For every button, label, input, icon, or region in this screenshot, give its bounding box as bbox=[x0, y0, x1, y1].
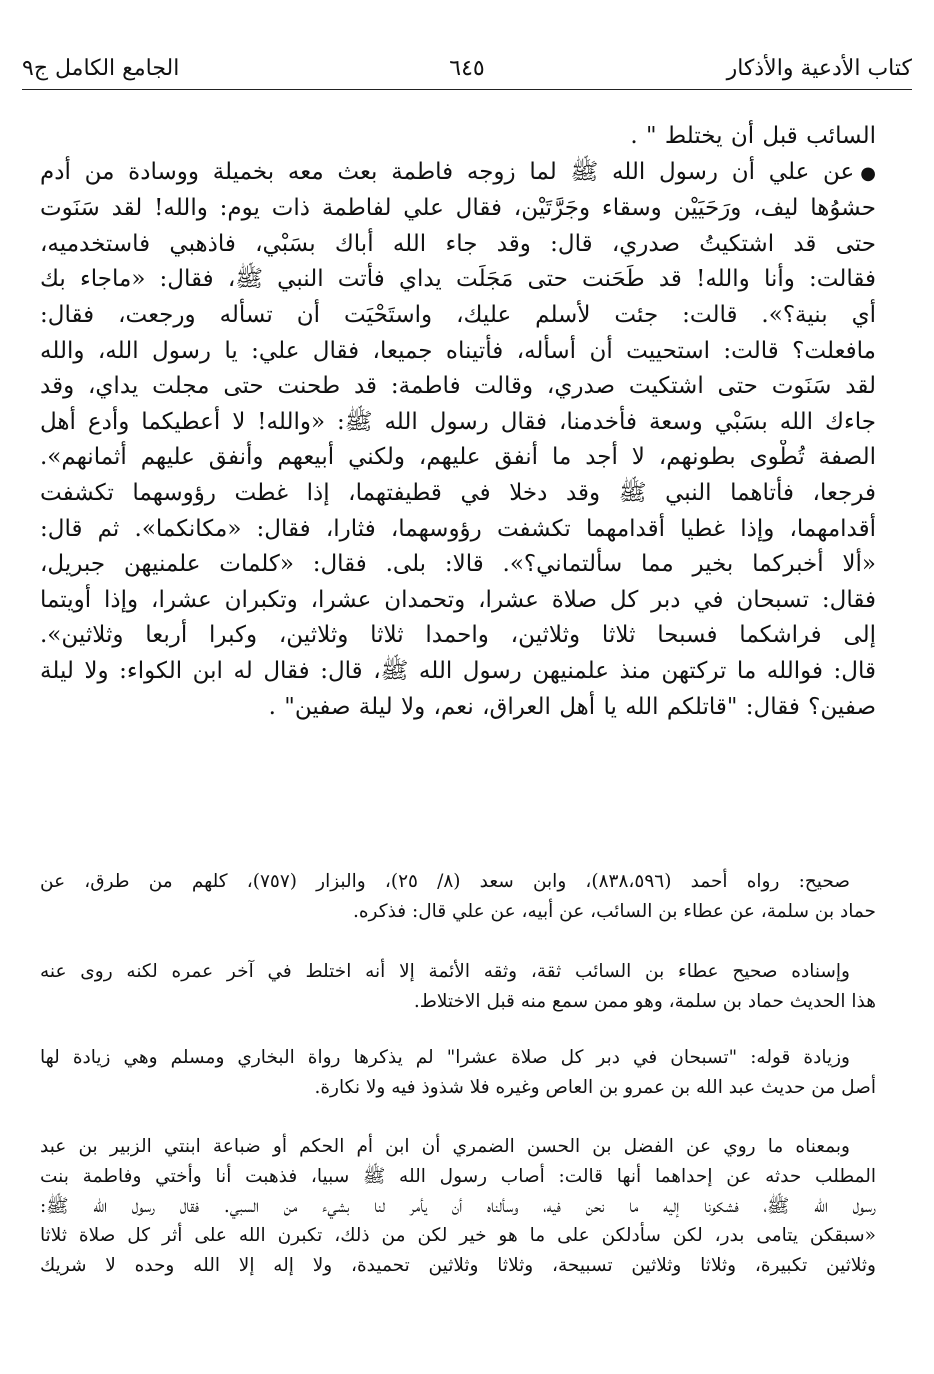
text-line: جاءك الله بسَبْي وسعة فأخدمنا، فقال رسول الله ﷺ: «والله! لا أعطيكما وأدع أهل bbox=[40, 408, 876, 435]
note-line: حماد بن سلمة، عن عطاء بن السائب، عن أبيه، عن علي قال: فذكره. bbox=[352, 900, 876, 922]
text-line: مافعلت؟ قالت: استحييت أن أسأله، فأتيناه جميعا، فقال علي: يا رسول الله، والله bbox=[40, 337, 876, 364]
note-line: «سبقكن يتامى بدر، لكن سأدلكن على ما هو خير لكن من ذلك، تكبرن الله على أثر كل صلاة ثلاثا bbox=[40, 1225, 876, 1247]
bullet-icon: ● bbox=[860, 162, 876, 184]
volume-label: الجامع الكامل ج٩ bbox=[22, 56, 180, 81]
page-number: ٦٤٥ bbox=[449, 56, 485, 81]
note-line: وزيادة قوله: "تسبحان في دبر كل صلاة عشرا" لم يذكرها رواة البخاري ومسلم وهي زيادة لها bbox=[40, 1047, 850, 1068]
note-line: وثلاثين تكبيرة، وثلاثا وثلاثين تسبيحة، وثلاثا وثلاثين تحميدة، ولا إله إلا الله وحده لا شريك bbox=[40, 1255, 876, 1277]
text-line: إلى فراشكما فسبحا ثلاثا وثلاثين، واحمدا ثلاثا وثلاثين، وكبرا أربعا وثلاثين». bbox=[40, 622, 876, 649]
note-paragraph bbox=[40, 1043, 876, 1103]
text-line: عن علي أن رسول الله ﷺ لما زوجه فاطمة بعث معه بخميلة ووسادة من أدم bbox=[40, 158, 855, 185]
footnote-ziyada bbox=[40, 1043, 876, 1103]
text-line: السائب قبل أن يختلط " . bbox=[630, 123, 876, 149]
text-line: فقال: تسبحان في دبر كل صلاة عشرا، وتحمدان عشرا، وتكبران عشرا، وإذا أويتما bbox=[40, 586, 876, 613]
note-line: وإسناده صحيح عطاء بن السائب ثقة، وثقه الأئمة إلا أنه اختلط في آخر عمره لكنه روى عنه bbox=[40, 961, 850, 982]
note-paragraph bbox=[40, 957, 876, 1017]
main-text bbox=[40, 119, 876, 725]
note-paragraph bbox=[40, 1132, 876, 1281]
page-header bbox=[22, 52, 912, 88]
header-rule bbox=[22, 89, 912, 90]
text-line: حشوُها ليف، ورَحَيَيْن وسقاء وجَرَّتَيْن، فقال علي لفاطمة ذات يوم: والله! لقد سَنَوت bbox=[40, 195, 876, 222]
text-line: فقالت: وأنا والله! قد طَحَنت حتى مَجَلَت يداي فأتت النبي ﷺ، فقال: «ماجاء بك bbox=[40, 266, 876, 293]
footnote-takhrij bbox=[40, 867, 876, 927]
text-line: الصفة تُطْوى بطونهم، لا أجد ما أنفق عليهم، ولكني أبيعهم وأنفق عليهم أثمانهم». bbox=[40, 444, 876, 471]
text-line: أقدامهما، وإذا غطيا أقدامهما تكشفت رؤوسهما، فثارا، فقال: «مكانكما». ثم قال: bbox=[40, 515, 876, 542]
text-line-with-bullet bbox=[40, 155, 876, 192]
text-line: «ألا أخبركما بخير مما سألتماني؟». قالا: بلى. فقال: «كلمات علمنيهن جبريل، bbox=[40, 551, 876, 578]
text-line: أي بنية؟». قالت: جئت لأسلم عليك، واستَحْيَت أن تسأله ورجعت، فقال: bbox=[40, 301, 876, 328]
text-line: قال: فوالله ما تركتهن منذ علمنيهن رسول الله ﷺ، قال: فقال له ابن الكواء: ولا ليلة bbox=[40, 657, 876, 684]
text-line: فرجعا، فأتاهما النبي ﷺ وقد دخلا في قطيفتهما، إذا غطت رؤوسهما تكشفت bbox=[40, 479, 876, 506]
running-title: كتاب الأدعية والأذكار bbox=[726, 56, 912, 81]
note-line: أصل من حديث عبد الله بن عمرو بن العاص وغيره فلا شذوذ فيه ولا نكارة. bbox=[314, 1076, 876, 1098]
footnote-isnad bbox=[40, 957, 876, 1017]
note-line: رسول الله ﷺ، فشكونا إليه ما نحن فيه، وسألناه أن يأمر لنا بشيء من السبي. فقال رسول الله ﷺ: bbox=[40, 1195, 876, 1217]
footnote-shawahid bbox=[40, 1132, 876, 1281]
note-line: هذا الحديث حماد بن سلمة، وهو ممن سمع منه قبل الاختلاط. bbox=[413, 990, 876, 1012]
note-line: المطلب حدثه عن إحداهما أنها قالت: أصاب رسول الله ﷺ سبيا، فذهبت أنا وأختي وفاطمة بنت bbox=[40, 1165, 876, 1187]
text-line: صفين؟ فقال: "قاتلكم الله يا أهل العراق، نعم، ولا ليلة صفين" . bbox=[268, 693, 876, 720]
text-line: لقد سَنَوت حتى اشتكيت صدري، وقالت فاطمة: قد طحنت حتى مجلت يداي، وقد bbox=[40, 373, 876, 400]
text-line: حتى قد اشتكيتُ صدري، قال: وقد جاء الله أباك بسَبْي، فاذهبي فاستخدميه، bbox=[40, 230, 876, 257]
note-line: صحيح: رواه أحمد (٨٣٨،٥٩٦)، وابن سعد (٨/ ٢٥)، والبزار (٧٥٧)، كلهم من طرق، عن bbox=[40, 871, 850, 892]
note-line: وبمعناه ما روي عن الفضل بن الحسن الضمري أن ابن أم الحكم أو ضباعة ابنتي الزبير بن عبد bbox=[40, 1136, 850, 1157]
note-paragraph bbox=[40, 867, 876, 927]
